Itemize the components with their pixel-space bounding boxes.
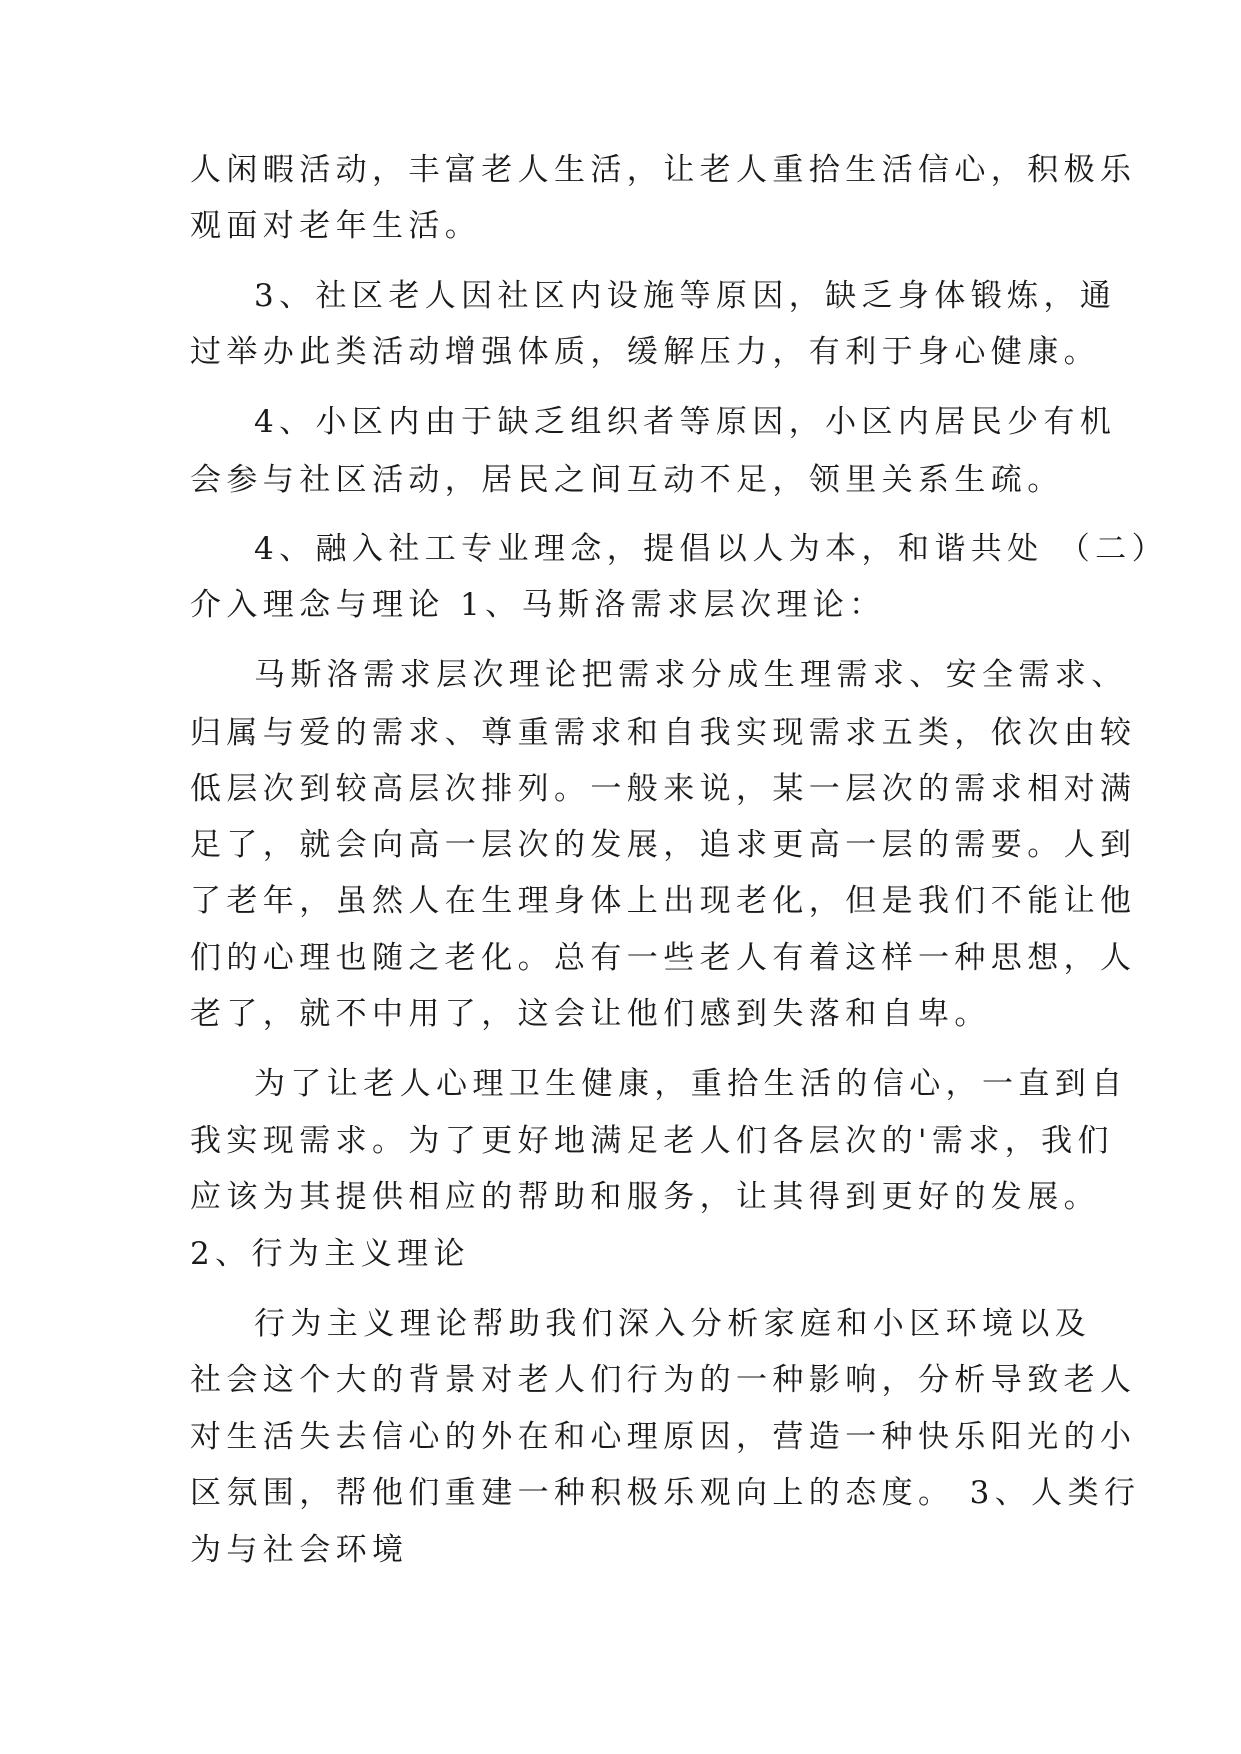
text-line: 社会这个大的背景对老人们行为的一种影响，分析导致老人 bbox=[190, 1362, 1137, 1398]
text-line: 老了，就不中用了，这会让他们感到失落和自卑。 bbox=[190, 996, 991, 1032]
text-line: 过举办此类活动增强体质，缓解压力，有利于身心健康。 bbox=[190, 334, 1100, 370]
text-line: 4、融入社工专业理念，提倡以人为本，和谐共处 （二） bbox=[254, 531, 1168, 567]
text-line: 足了，就会向高一层次的发展，追求更高一层的需要。人到 bbox=[190, 827, 1137, 863]
text-line: 观面对老年生活。 bbox=[190, 208, 482, 244]
text-line: 会参与社区活动，居民之间互动不足，领里关系生疏。 bbox=[190, 462, 1064, 498]
text-line: 们的心理也随之老化。总有一些老人有着这样一种思想，人 bbox=[190, 940, 1137, 976]
text-line: 了老年，虽然人在生理身体上出现老化，但是我们不能让他 bbox=[190, 883, 1137, 919]
text-line: 2、行为主义理论 bbox=[190, 1236, 470, 1272]
text-line: 行为主义理论帮助我们深入分析家庭和小区环境以及 bbox=[254, 1306, 1092, 1342]
text-line: 马斯洛需求层次理论把需求分成生理需求、安全需求、 bbox=[254, 657, 1128, 693]
text-line: 对生活失去信心的外在和心理原因，营造一种快乐阳光的小 bbox=[190, 1419, 1137, 1455]
text-line: 4、小区内由于缺乏组织者等原因，小区内居民少有机 bbox=[254, 404, 1117, 440]
text-line: 人闲暇活动，丰富老人生活，让老人重拾生活信心，积极乐 bbox=[190, 152, 1137, 188]
text-line: 为与社会环境 bbox=[190, 1532, 409, 1568]
text-line: 为了让老人心理卫生健康，重拾生活的信心，一直到自 bbox=[254, 1066, 1128, 1102]
text-line: 区氛围，帮他们重建一种积极乐观向上的态度。 3、人类行 bbox=[190, 1475, 1141, 1511]
text-line: 低层次到较高层次排列。一般来说，某一层次的需求相对满 bbox=[190, 771, 1137, 807]
text-line: 3、社区老人因社区内设施等原因，缺乏身体锻炼，通 bbox=[254, 278, 1117, 314]
text-line: 应该为其提供相应的帮助和服务，让其得到更好的发展。 bbox=[190, 1179, 1100, 1215]
text-line: 归属与爱的需求、尊重需求和自我实现需求五类，依次由较 bbox=[190, 715, 1137, 751]
text-line: 介入理念与理论 1、马斯洛需求层次理论： bbox=[190, 587, 886, 623]
text-line: 我实现需求。为了更好地满足老人们各层次的'需求，我们 bbox=[190, 1123, 1114, 1159]
